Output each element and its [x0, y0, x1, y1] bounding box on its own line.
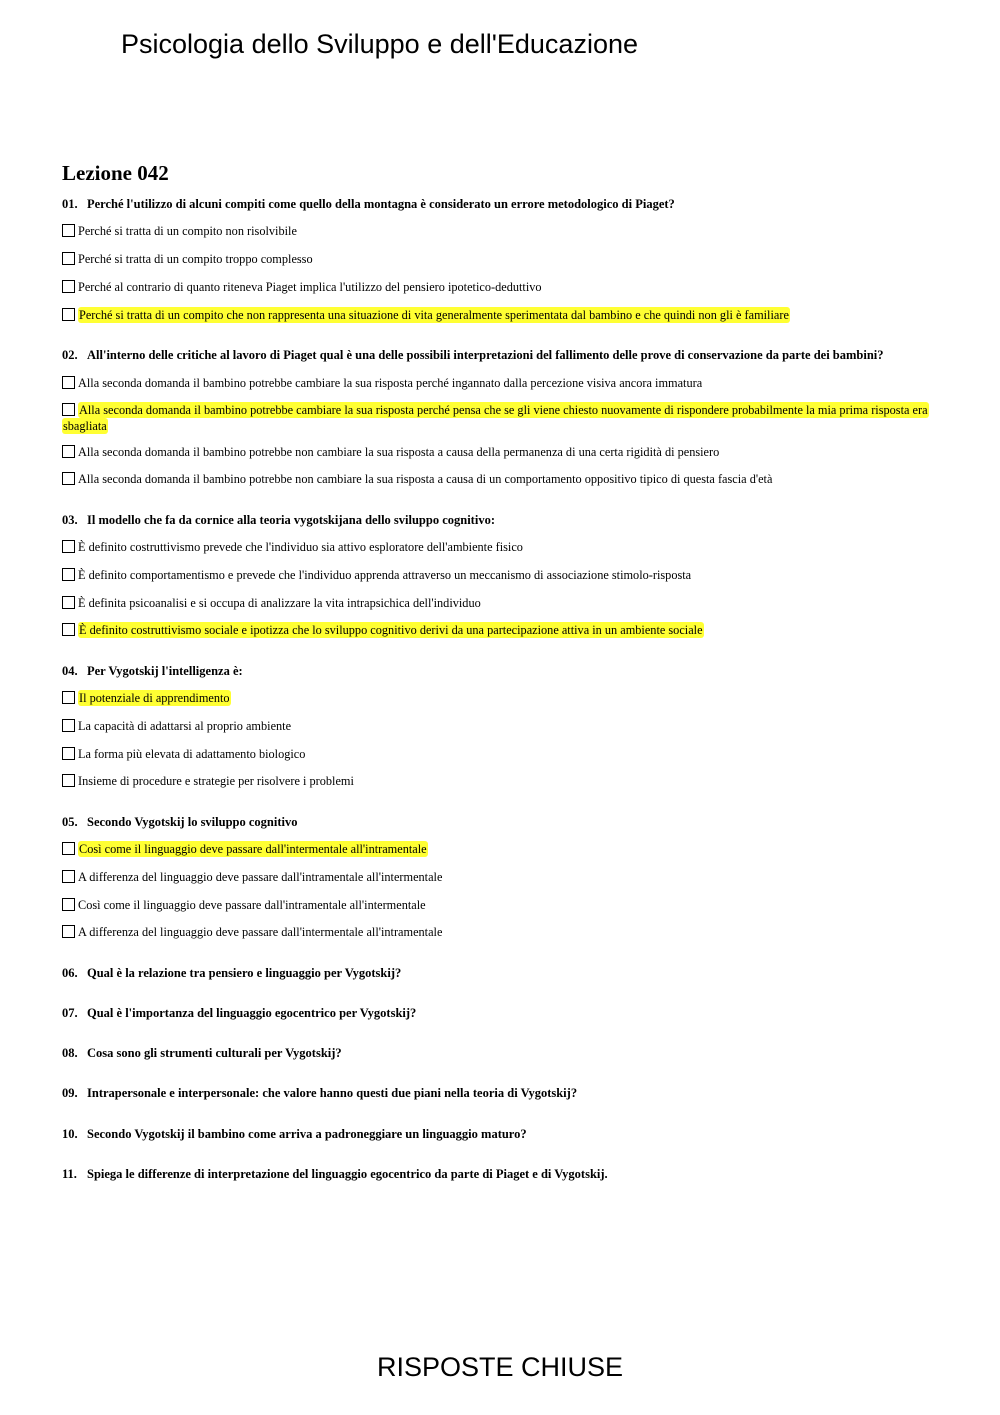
- answer-text-highlighted: È definito costruttivismo sociale e ipotizza che lo sviluppo cognitivo derivi da una partecipazione attiva in un ambiente sociale: [79, 623, 703, 637]
- question-heading: [62, 1046, 342, 1061]
- question-text: Secondo Vygotskij il bambino come arriva a padroneggiare un linguaggio maturo?: [87, 1127, 527, 1141]
- answer-option: [62, 375, 930, 391]
- answer-option-correct: [62, 841, 930, 857]
- answer-checkbox[interactable]: [62, 308, 75, 321]
- answer-checkbox[interactable]: [62, 280, 75, 293]
- answer-text-highlighted: Il potenziale di apprendimento: [79, 691, 230, 705]
- question-text: Per Vygotskij l'intelligenza è:: [87, 664, 243, 678]
- answer-checkbox[interactable]: [62, 376, 75, 389]
- question-text: Cosa sono gli strumenti culturali per Vygotskij?: [87, 1046, 342, 1060]
- answer-checkbox[interactable]: [62, 691, 75, 704]
- question-text: All'interno delle critiche al lavoro di Piaget qual è una delle possibili interpretazioni del fallimento delle prove di conservazione da parte dei bambini?: [87, 348, 884, 362]
- answer-checkbox[interactable]: [62, 870, 75, 883]
- answer-text: A differenza del linguaggio deve passare dall'intramentale all'intermentale: [78, 870, 443, 884]
- lesson-title: Lezione 042: [62, 161, 169, 185]
- answer-option: [62, 773, 930, 789]
- question-number: 06.: [62, 966, 78, 980]
- question-heading: [62, 348, 884, 363]
- question-text: Perché l'utilizzo di alcuni compiti come quello della montagna è considerato un errore metodologico di Piaget?: [87, 197, 675, 211]
- question-text: Qual è la relazione tra pensiero e linguaggio per Vygotskij?: [87, 966, 402, 980]
- answer-option: [62, 595, 930, 611]
- answer-text: È definita psicoanalisi e si occupa di analizzare la vita intrapsichica dell'individuo: [78, 596, 481, 610]
- question-heading: [62, 966, 401, 981]
- answer-checkbox[interactable]: [62, 472, 75, 485]
- question-number: 11.: [62, 1167, 77, 1181]
- question-number: 01.: [62, 197, 78, 211]
- answer-text: Così come il linguaggio deve passare dall'intramentale all'intermentale: [78, 898, 426, 912]
- answer-checkbox[interactable]: [62, 540, 75, 553]
- answer-checkbox[interactable]: [62, 596, 75, 609]
- question-number: 05.: [62, 815, 78, 829]
- answer-option-correct: [62, 307, 930, 323]
- answer-option: [62, 924, 930, 940]
- answer-checkbox[interactable]: [62, 774, 75, 787]
- question-text: Secondo Vygotskij lo sviluppo cognitivo: [87, 815, 298, 829]
- answer-checkbox[interactable]: [62, 898, 75, 911]
- question-number: 07.: [62, 1006, 78, 1020]
- question-heading: [62, 1086, 577, 1101]
- question-heading: [62, 815, 297, 830]
- answer-option: [62, 444, 930, 460]
- answer-text: A differenza del linguaggio deve passare dall'intermentale all'intramentale: [78, 925, 443, 939]
- answer-text-highlighted: Alla seconda domanda il bambino potrebbe cambiare la sua risposta perché pensa che se gli viene chiesto nuovamente di rispondere probabilmente la mia prima risposta era sbagliata: [63, 403, 928, 433]
- answer-option: [62, 251, 930, 267]
- answer-text-highlighted: Così come il linguaggio deve passare dall'intermentale all'intramentale: [79, 842, 427, 856]
- question-heading: [62, 197, 675, 212]
- question-text: Intrapersonale e interpersonale: che valore hanno questi due piani nella teoria di Vygotskij?: [87, 1086, 578, 1100]
- answer-option-correct: [62, 402, 930, 434]
- question-heading: [62, 1127, 527, 1142]
- question-text: Il modello che fa da cornice alla teoria vygotskijana dello sviluppo cognitivo:: [87, 513, 495, 527]
- answer-text-highlighted: Perché si tratta di un compito che non rappresenta una situazione di vita generalmente sperimentata dal bambino e che quindi non gli è familiare: [79, 308, 789, 322]
- question-number: 04.: [62, 664, 78, 678]
- answer-text: La forma più elevata di adattamento biologico: [78, 747, 306, 761]
- answer-option: [62, 746, 930, 762]
- document-title: Psicologia dello Sviluppo e dell'Educazione: [121, 29, 638, 59]
- answer-option: [62, 718, 930, 734]
- answer-text: È definito comportamentismo e prevede che l'individuo apprenda attraverso un meccanismo di associazione stimolo-risposta: [78, 568, 692, 582]
- answer-text: Perché si tratta di un compito troppo complesso: [78, 252, 313, 266]
- footer-section-label: RISPOSTE CHIUSE: [376, 1352, 624, 1382]
- question-heading: [62, 664, 243, 679]
- answer-checkbox[interactable]: [62, 568, 75, 581]
- answer-checkbox[interactable]: [62, 719, 75, 732]
- answer-text: La capacità di adattarsi al proprio ambiente: [78, 719, 292, 733]
- question-heading: [62, 513, 495, 528]
- answer-option: [62, 567, 930, 583]
- answer-option-correct: [62, 690, 930, 706]
- answer-checkbox[interactable]: [62, 925, 75, 938]
- answer-checkbox[interactable]: [62, 842, 75, 855]
- question-number: 08.: [62, 1046, 78, 1060]
- answer-text: Insieme di procedure e strategie per risolvere i problemi: [78, 774, 354, 788]
- question-number: 10.: [62, 1127, 78, 1141]
- answer-text: È definito costruttivismo prevede che l'individuo sia attivo esploratore dell'ambiente fisico: [78, 540, 523, 554]
- question-number: 02.: [62, 348, 78, 362]
- answer-checkbox[interactable]: [62, 224, 75, 237]
- answer-checkbox[interactable]: [62, 403, 75, 416]
- answer-option-correct: [62, 622, 930, 638]
- answer-option: [62, 279, 930, 295]
- answer-option: [62, 869, 930, 885]
- answer-option: [62, 471, 930, 487]
- answer-text: Perché al contrario di quanto riteneva Piaget implica l'utilizzo del pensiero ipotetico-deduttivo: [78, 280, 542, 294]
- answer-option: [62, 223, 930, 239]
- question-text: Qual è l'importanza del linguaggio egocentrico per Vygotskij?: [87, 1006, 417, 1020]
- answer-checkbox[interactable]: [62, 747, 75, 760]
- answer-text: Alla seconda domanda il bambino potrebbe cambiare la sua risposta perché ingannato dalla percezione visiva ancora immatura: [78, 376, 703, 390]
- answer-option: [62, 897, 930, 913]
- question-number: 03.: [62, 513, 78, 527]
- question-text: Spiega le differenze di interpretazione del linguaggio egocentrico da parte di Piaget e di Vygotskij.: [87, 1167, 608, 1181]
- answer-text: Alla seconda domanda il bambino potrebbe non cambiare la sua risposta a causa della permanenza di una certa rigidità di pensiero: [78, 445, 720, 459]
- answer-checkbox[interactable]: [62, 252, 75, 265]
- answer-checkbox[interactable]: [62, 623, 75, 636]
- answer-text: Perché si tratta di un compito non risolvibile: [78, 224, 297, 238]
- answer-text: Alla seconda domanda il bambino potrebbe non cambiare la sua risposta a causa di un comportamento oppositivo tipico di questa fascia d'età: [78, 472, 773, 486]
- question-heading: [62, 1006, 416, 1021]
- question-heading: [62, 1167, 608, 1182]
- answer-checkbox[interactable]: [62, 445, 75, 458]
- answer-option: [62, 539, 930, 555]
- question-number: 09.: [62, 1086, 78, 1100]
